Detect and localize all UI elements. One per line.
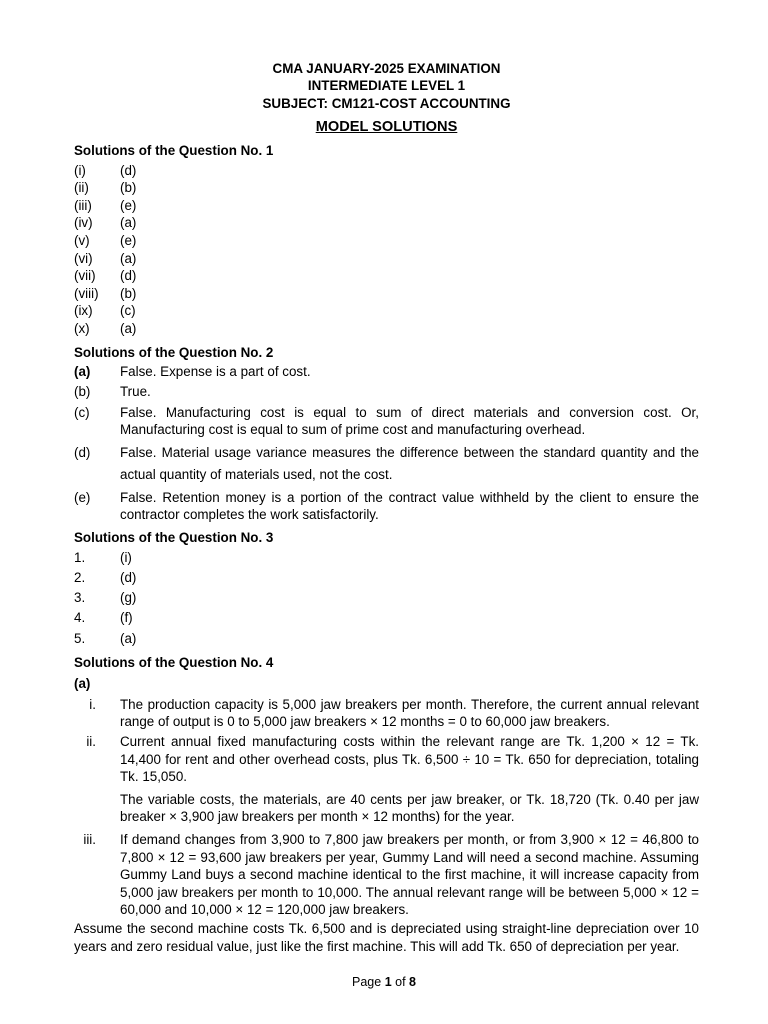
answer-row [74,569,699,589]
item-number: (ix) [74,303,93,319]
item-number: (c) [74,404,90,420]
item-text: The production capacity is 5,000 jaw breakers per month. Therefore, the current annual relevant range of output is 0 to 5,000 jaw breakers × 12 months = 0 to 60,000 jaw breakers. [120,696,699,729]
answer-row [74,363,699,380]
q4-item [74,733,699,785]
item-number: (viii) [74,285,99,301]
item-text: Current annual fixed manufacturing costs within the relevant range are Tk. 1,200 × 12 = Tk. 14,400 for rent and other overhead costs, plus Tk. 6,500 ÷ 10 = Tk. 650 for depreciation, totaling Tk. 15,050. [120,734,699,785]
item-answer: (a) [120,250,137,266]
q4-item [74,831,699,918]
page-footer [0,975,768,989]
answer-row [74,489,699,524]
answer-row [74,383,699,400]
answer-row [74,404,699,439]
item-number: (d) [74,444,91,460]
q4-heading: Solutions of the Question No. 4 [74,654,274,670]
item-answer: (f) [120,610,133,626]
answer-row [74,609,699,629]
item-text: True. [120,384,151,400]
answer-row [74,320,699,338]
answer-row [74,549,699,569]
answer-row [74,214,699,232]
model-solutions-title: MODEL SOLUTIONS [315,119,458,136]
document-page [74,60,699,955]
item-number: (i) [74,162,86,178]
item-number: (iii) [74,197,92,213]
item-number: ii. [86,734,96,750]
item-answer: (b) [120,180,137,196]
item-number: i. [89,696,96,712]
item-number: (x) [74,320,90,336]
answer-row [74,302,699,320]
footer-prefix: Page [352,975,385,989]
answer-row [74,442,699,486]
item-number: (e) [74,489,91,505]
item-number: (vi) [74,250,93,266]
level-title: INTERMEDIATE LEVEL 1 [307,78,466,94]
q2-answers [74,363,699,523]
answer-row [74,162,699,180]
item-number: 1. [74,549,86,565]
item-answer: (d) [120,162,137,178]
item-number: (b) [74,384,91,400]
footer-mid: of [391,975,410,989]
item-number: 4. [74,610,86,626]
answer-row [74,197,699,215]
q4-item [74,696,699,731]
item-number: (v) [74,233,90,248]
item-answer: (a) [120,215,137,231]
item-answer: (c) [120,303,136,319]
item-number: (a) [74,363,91,379]
q1-heading: Solutions of the Question No. 1 [74,143,274,159]
q4-part-label: (a) [74,676,91,692]
item-answer: (e) [120,197,137,213]
q4-item-ii-paragraph: The variable costs, the materials, are 40 cents per jaw breaker, or Tk. 18,720 (Tk. 0.40 per jaw breaker × 3,900 jaw breakers per month × 12 months) for the year. [120,791,699,824]
item-text: If demand changes from 3,900 to 7,800 jaw breakers per month, or from 3,900 × 12 = 46,800 to 7,800 × 12 = 93,600 jaw breakers per year, Gummy Land will need a second machine. Assuming Gummy Land buys a second machine identical to the first machine, it will increase capacity from 5,000 jaw breakers per month to 10,000. The annual relevant range will be between 5,000 × 12 = 60,000 and 10,000 × 12 = 120,000 jaw breakers. [120,832,699,918]
q4-closing-paragraph: Assume the second machine costs Tk. 6,500 and is depreciated using straight-line depreciation over 10 years and zero residual value, just like the first machine. This will add Tk. 650 of depreciation per year. [74,921,699,954]
item-answer: (d) [120,268,137,284]
item-answer: (a) [120,320,137,336]
q3-answers [74,549,699,650]
q3-heading: Solutions of the Question No. 3 [74,530,274,546]
item-text: False. Manufacturing cost is equal to sum of direct materials and conversion cost. Or, Manufacturing cost is equal to sum of prime cost and manufacturing overhead. [120,404,699,438]
item-answer: (i) [120,549,132,565]
item-answer: (b) [120,285,137,301]
q1-answers [74,162,699,338]
answer-row [74,267,699,285]
item-answer: (g) [120,590,137,606]
item-number: (ii) [74,180,89,196]
answer-row [74,589,699,609]
answer-row [74,285,699,303]
item-text: False. Expense is a part of cost. [120,363,311,379]
item-number: (iv) [74,215,93,231]
item-answer: (e) [120,233,137,248]
item-number: 2. [74,570,86,585]
item-answer: (a) [120,630,137,646]
q2-heading: Solutions of the Question No. 2 [74,344,274,360]
answer-row [74,179,699,197]
answer-row [74,630,699,650]
subject-title: SUBJECT: CM121-COST ACCOUNTING [262,95,511,111]
item-number: 3. [74,590,86,606]
answer-row [74,232,699,250]
current-page-number: 1 [384,975,392,989]
item-text: False. Retention money is a portion of the contract value withheld by the client to ensure the contractor completes the work satisfactorily. [120,489,699,522]
total-page-count: 8 [409,975,416,989]
item-number: iii. [83,832,96,848]
exam-title: CMA JANUARY-2025 EXAMINATION [272,61,501,76]
answer-row [74,250,699,268]
item-number: (vii) [74,268,96,284]
item-answer: (d) [120,570,137,585]
item-number: 5. [74,630,86,646]
item-text: False. Material usage variance measures the difference between the standard quantity and the actual quantity of materials used, not the cost. [120,444,699,482]
